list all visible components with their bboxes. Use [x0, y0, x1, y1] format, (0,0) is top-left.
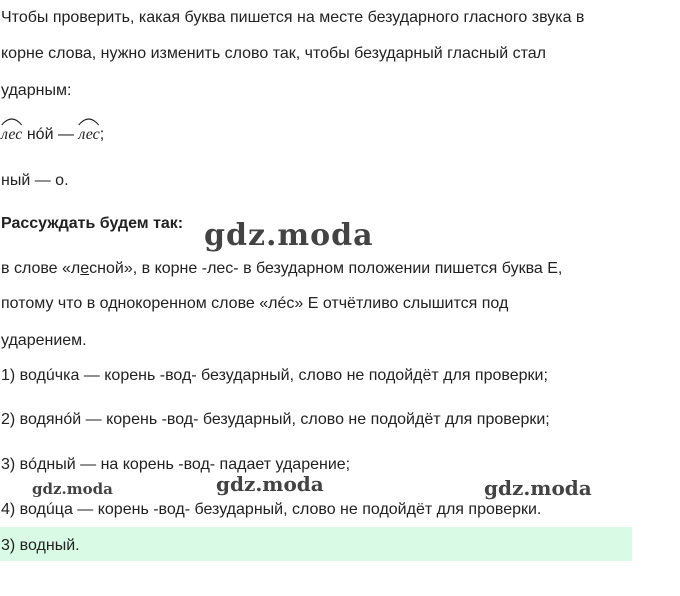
root-arc-icon — [1, 116, 22, 126]
root-les — [78, 125, 99, 145]
root-text: лес — [1, 126, 23, 143]
list-item: 3) вóдный — на корень -вод- падает ударение; — [1, 456, 351, 473]
intro-line-2: корне слова, нужно изменить слово так, чтобы безударный гласный стал — [1, 45, 546, 62]
example-tail: ; — [99, 126, 105, 143]
ending-text: нóй — — [26, 126, 74, 143]
reasoning-line-1-end: сной», в корне -лес- в безударном положении пишется буква Е, — [89, 260, 563, 277]
root-arc-icon — [78, 116, 99, 126]
reasoning-line-1-start: в слове «л — [1, 260, 81, 277]
underlined-letter: е — [80, 260, 90, 277]
reasoning-line-2: потому что в однокоренном слове «лéс» Е отчётливо слышится под — [1, 295, 509, 312]
list-item: 1) водúчка — корень -вод- безударный, слово не подойдёт для проверки; — [1, 367, 548, 384]
partial-line: ный — о. — [1, 172, 69, 189]
intro-line-3: ударным: — [1, 82, 72, 99]
list-item: 2) водянóй — корень -вод- безударный, слово не подойдёт для проверки; — [1, 411, 550, 428]
reasoning-line-1 — [1, 259, 562, 279]
reasoning-heading: Рассуждать будем так: — [1, 215, 184, 232]
list-item: 4) водúца — корень -вод- безударный, слово не подойдёт для проверки. — [1, 501, 542, 518]
watermark: gdz.moda — [484, 476, 592, 500]
intro-line-1: Чтобы проверить, какая буква пишется на месте безударного гласного звука в — [1, 9, 585, 26]
watermark: gdz.moda — [204, 218, 374, 253]
example-line — [1, 125, 104, 145]
watermark: gdz.moda — [32, 480, 113, 498]
root-lesnoy — [1, 125, 22, 145]
answer-highlight — [0, 527, 632, 561]
root-text: лес — [78, 126, 100, 143]
reasoning-line-3: ударением. — [1, 332, 87, 349]
watermark: gdz.moda — [216, 472, 324, 496]
answer-text: 3) водный. — [1, 537, 80, 554]
